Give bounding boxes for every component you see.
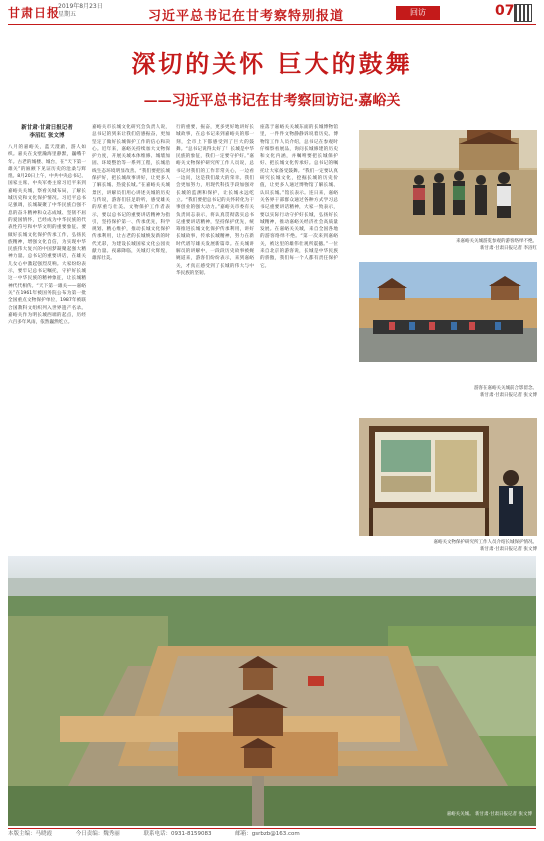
caption-photo-2-text: 游客在嘉峪关关城前合影留念。 [474, 386, 537, 391]
page-footer [8, 828, 536, 840]
newspaper-logo: 甘肃日报 [8, 6, 61, 20]
caption-photo-4-credit: 新甘肃·甘肃日报记者 张文博 [475, 812, 532, 817]
section-tag: 回访 [396, 6, 440, 20]
caption-photo-1-credit: 新甘肃·甘肃日报记者 李沼红 [480, 245, 537, 251]
caption-photo-3-credit: 新甘肃·甘肃日报记者 张文博 [480, 546, 537, 552]
byline [8, 124, 86, 140]
masthead [0, 0, 544, 24]
issue-date: 2019年8月23日 [58, 3, 103, 10]
photo-tourists-gate-image [359, 130, 537, 235]
photo-guide-board [359, 418, 537, 536]
article-column-2: 嘉峪关市长城文化研究会负责人说，总书记的到来让我们倍感振奋，更加坚定了做好长城保护工作的信心和决心。近年来，嘉峪关持续加大文物保护力度，开展关城本体维修、城墙加固、环境整治等一系列工程，长城沿线生态环境明显改善。“我们要把长城保护好，把长城故事讲好，让更多人了解长城、热爱长城。”在嘉峪关关城景区，讲解员们用心讲述关城的历史与传说，游客们驻足聆听，感受雄关的厚重与壮美。文物保护工作者表示，要以总书记的重要讲话精神为指引，坚持保护第一、传承优先，科学规划、精心维护，推动长城文化保护传承利用，让古老的长城焕发新的时代光彩，为建设长城国家文化公园贡献力量。夜幕降临，关城灯火辉煌，雄浑壮美。 [92, 125, 170, 262]
footer-editor: 本版主编：马晓霞 [8, 831, 53, 837]
caption-photo-3-text: 嘉峪关文物保护研究所工作人员介绍长城保护情况。 [433, 540, 537, 545]
photo-group-fort-image [359, 262, 537, 362]
caption-photo-1-text: 来嘉峪关关城游览参观的游客络绎不绝。 [456, 239, 537, 244]
article-column-4: 座落于嘉峪关关城东面的长城博物馆里，一件件文物静静诉说着历史。博物馆工作人员介绍，总书记在参观时仔细察看展品，询问长城修建的历史和文化内涵，并嘱咐要把长城保护好、把长城文化传承好。总书记的嘱托让大家备受鼓舞。“我们一定要认真研究长城文化，挖掘长城的历史价值，让更多人通过博物馆了解长城、认识长城。”馆长表示。连日来，嘉峪关各界干部群众通过各种方式学习总书记重要讲话精神，大家一致表示，要以实际行动守护好长城，弘扬好长城精神，推动嘉峪关经济社会高质量发展。在嘉峪关关城，来自全国各地的游客络绎不绝。“第一次来到嘉峪关，被这里的雄伟壮观所震撼。”一位来自北京的游客说，长城是中华民族的骄傲，我们每一个人都有责任保护它。 [260, 125, 338, 269]
issue-weekday: 星期五 [58, 11, 77, 18]
caption-photo-4 [420, 812, 532, 819]
section-kicker: 习近平总书记在甘考察特别报道 [148, 9, 345, 24]
article-column-3: 行的重要，振奋，更多更好地讲好长城故事，在总书记来到嘉峪关的那一刻，全市上下都感受到了巨大的鼓舞。“总书记说得太好了！长城是中华民族的象征，我们一定要守护好。”嘉峪关文物保护研究所工作人员说，总书记对我们的工作非常关心，一边看一边问，这是我们最大的荣幸。我们会更加努力，用现代科技手段加强对长城的监测和保护，让长城永远屹立。“我们要把总书记的关怀转化为干事创业的强大动力。”嘉峪关市委有关负责同志表示，将认真贯彻落实总书记重要讲话精神，坚持保护优先，统筹推进长城文化保护传承利用，讲好长城故事，传承长城精神，努力在新时代谱写雄关发展新篇章。在关城讲解员的讲解中，一段段历史故事被娓娓道来，游客们纷纷表示，来到嘉峪关，才真正感受到了长城的伟大与中华民族的坚韧。 [176, 125, 254, 276]
qr-code-icon [514, 4, 532, 22]
caption-photo-2 [359, 386, 537, 399]
caption-photo-1 [359, 239, 537, 252]
caption-photo-3 [359, 540, 537, 553]
masthead-rule [8, 24, 536, 25]
byline-line1: 新甘肃·甘肃日报记者 [21, 125, 73, 131]
page-number: 07 [495, 3, 515, 19]
article-column-1: 八月的嘉峪关，蓝天澄澈，游人如织。嘉关在戈壁瀚海里静默，巍峨千年。古老的城楼、城台，在“天下第一雄关”的匾额下见证历史的沧桑与辉煌。8月20日上午，中共中央总书记、国家主席、中央军委主席习近平来到嘉峪关关城，察看关城布局，了解长城历史和文化保护情况。习近平总书记强调，长城凝聚了中华民族自强不息的奋斗精神和众志成城、坚韧不屈的爱国情怀，已经成为中华民族的代表性符号和中华文明的重要象征。要做好长城文化保护传承工作，弘扬民族精神，增强文化自信，为实现中华民族伟大复兴的中国梦凝聚起强大精神力量。总书记的重要讲话，在雄关儿女心中激起强烈反响。大家纷纷表示，要牢记总书记嘱托，守护好长城这一中华民族的精神象征，让长城精神代代相传。“天下第一雄关——嘉峪关”在1961年被国务院公布为第一批全国重点文物保护单位，1987年被联合国教科文组织列入世界遗产名录。嘉峪关作为明长城西端的起点，历经六百多年风雨，依然巍然屹立。 [8, 145, 86, 326]
photo-aerial-jiayuguan [8, 556, 536, 826]
footer-layout: 今日责编：魏秀丽 [75, 831, 120, 837]
byline-line2: 李沼红 张文博 [29, 133, 65, 139]
footer-email: 邮箱：gsrbzb@163.com [235, 831, 300, 837]
footer-phone: 联系电话：0931-8159083 [143, 831, 212, 837]
subheadline: ——习近平总书记在甘考察回访记·嘉峪关 [143, 93, 401, 109]
photo-guide-board-image [359, 418, 537, 536]
headline: 深切的关怀 巨大的鼓舞 [131, 49, 413, 78]
photo-group-fort [359, 262, 537, 362]
photo-aerial-jiayuguan-image [8, 556, 536, 826]
caption-photo-4-text: 嘉峪关关城。 [446, 812, 474, 817]
photo-tourists-gate [359, 130, 537, 235]
caption-photo-2-credit: 新甘肃·甘肃日报记者 张文博 [480, 392, 537, 398]
issue-meta [58, 3, 103, 19]
